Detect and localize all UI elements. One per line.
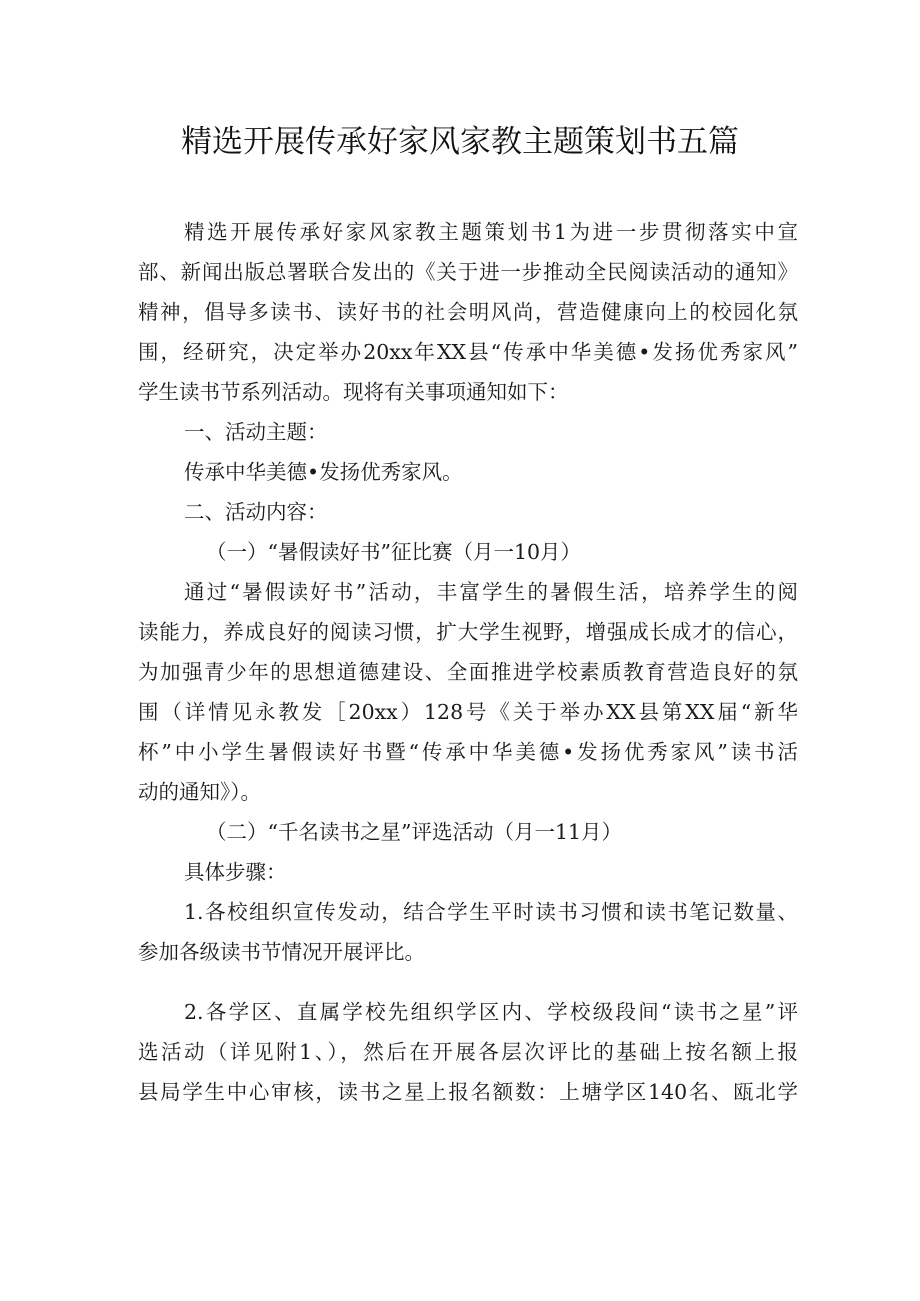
paragraph-line: 县局学生中心审核，读书之星上报名额数：上塘学区140名、瓯北学	[138, 1080, 798, 1104]
section-heading: 二、活动内容：	[184, 500, 328, 524]
paragraph-line: 围，经研究，决定举办20xx年XX县“传承中华美德•发扬优秀家风”	[138, 340, 798, 364]
paragraph-line: 精选开展传承好家风家教主题策划书1为进一步贯彻落实中宣	[184, 220, 798, 244]
paragraph-line: 学生读书节系列活动。现将有关事项通知如下：	[138, 380, 569, 404]
paragraph-line: 2.各学区、直属学校先组织学区内、学校级段间“读书之星”评	[184, 1000, 798, 1024]
paragraph-line: 通过“暑假读好书”活动，丰富学生的暑假生活，培养学生的阅	[184, 580, 798, 604]
paragraph-line: 为加强青少年的思想道德建设、全面推进学校素质教育营造良好的氛	[138, 660, 798, 684]
paragraph-gap	[138, 972, 798, 992]
paragraph-line: 部、新闻出版总署联合发出的《关于进一步推动全民阅读活动的通知》	[138, 260, 798, 284]
paragraph-line: 围（详情见永教发［20xx）128号《关于举办XX县第XX届“新华	[138, 700, 798, 724]
section-heading: 一、活动主题：	[184, 420, 328, 444]
paragraph-line: 杯”中小学生暑假读好书暨“传承中华美德•发扬优秀家风”读书活	[138, 740, 798, 764]
paragraph-line: 动的通知》）。	[138, 780, 261, 804]
document-title: 精选开展传承好家风家教主题策划书五篇	[181, 124, 739, 160]
subsection-heading: （一）“暑假读好书”征比赛（月一10月）	[206, 540, 582, 564]
paragraph-line: 1.各校组织宣传发动，结合学生平时读书习惯和读书笔记数量、	[184, 900, 798, 924]
paragraph-line: 传承中华美德•发扬优秀家风。	[184, 460, 463, 484]
paragraph-line: 精神，倡导多读书、读好书的社会明风尚，营造健康向上的校园化氛	[138, 300, 798, 324]
paragraph-line: 具体步骤：	[184, 860, 287, 884]
paragraph-line: 选活动（详见附1、），然后在开展各层次评比的基础上按名额上报	[138, 1040, 798, 1064]
paragraph-line: 读能力，养成良好的阅读习惯，扩大学生视野，增强成长成才的信心，	[138, 620, 798, 644]
document-body	[138, 212, 798, 1112]
subsection-heading: （二）“千名读书之星”评选活动（月一11月）	[206, 820, 623, 844]
paragraph-line: 参加各级读书节情况开展评比。	[138, 940, 425, 964]
